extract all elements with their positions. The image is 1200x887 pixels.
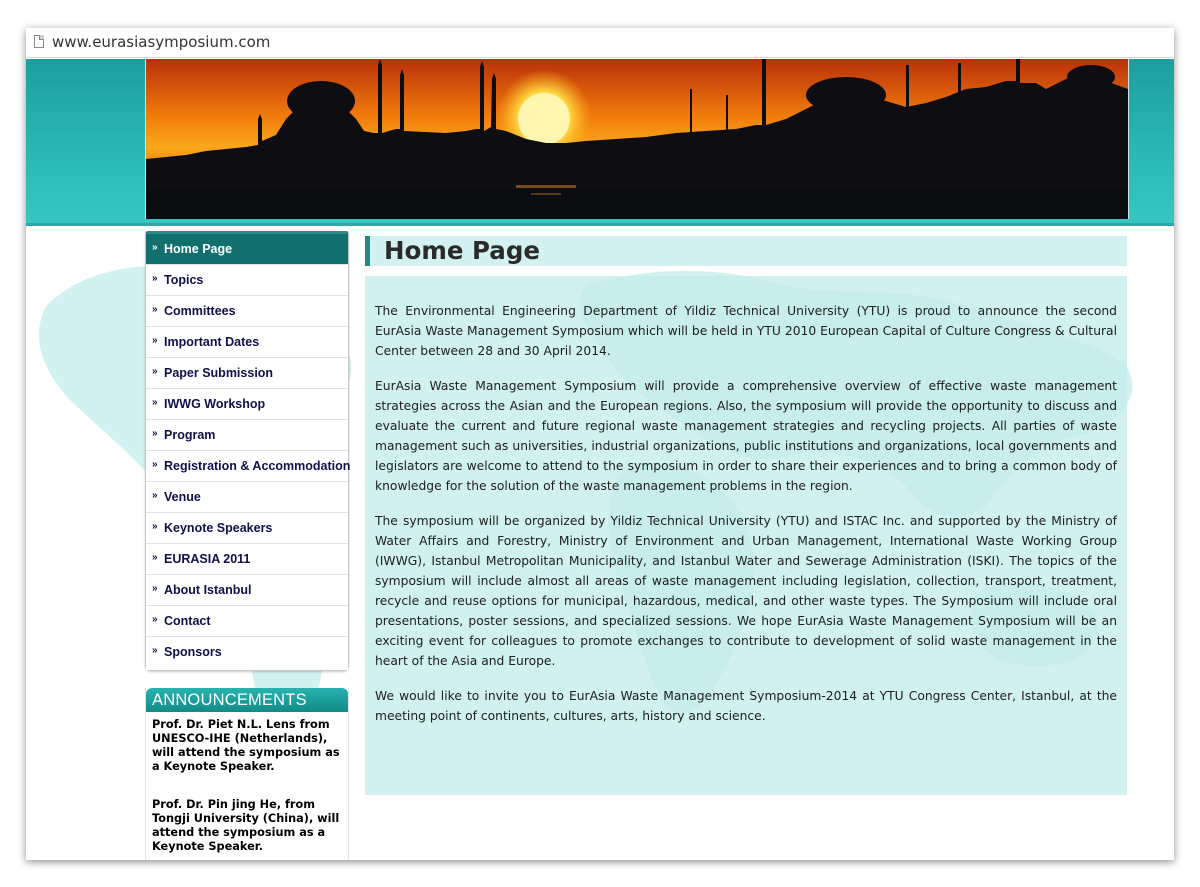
announcements-title: ANNOUNCEMENTS [146,688,348,712]
overview-paragraph: EurAsia Waste Management Symposium will provide a comprehensive overview of effective waste management strategies across the Asian and the European regions. Also, the symposium will provide the opportunity to discuss and evaluate the current and future regional waste management strategies and recycling projects. All parties of waste management such as universities, industrial organizations, public institutions and organizations, local governments and legislators are welcome to attend to the symposium in order to share their experiences and to bring a common body of knowledge for the solution of the waste management problems in the region. [375,379,1117,493]
chevron-right-icon: » [152,552,158,563]
browser-window [26,28,1174,860]
menu-item-iwwg-workshop[interactable]: » IWWG Workshop [146,389,348,420]
menu-item-paper-submission[interactable]: » Paper Submission [146,358,348,389]
menu-item-topics[interactable]: » Topics [146,265,348,296]
menu-item-eurasia-2011[interactable]: » EURASIA 2011 [146,544,348,575]
page-title: Home Page [384,236,540,265]
menu-item-contact[interactable]: » Contact [146,606,348,637]
chevron-right-icon: » [152,273,158,284]
chevron-right-icon: » [152,490,158,501]
chevron-right-icon: » [152,304,158,315]
chevron-right-icon: » [152,645,158,656]
menu-item-sponsors[interactable]: » Sponsors [146,637,348,670]
istanbul-sunset-skyline-icon [146,59,1128,219]
menu-item-important-dates[interactable]: » Important Dates [146,327,348,358]
menu-item-registration-accommodation[interactable]: » Registration & Accommodation [146,451,348,482]
chevron-right-icon: » [152,521,158,532]
menu-item-venue[interactable]: » Venue [146,482,348,513]
chevron-right-icon: » [152,335,158,346]
page-title-bar [365,236,1127,266]
chevron-right-icon: » [152,366,158,377]
menu-item-program[interactable]: » Program [146,420,348,451]
announcements-panel [145,688,349,860]
title-accent [365,236,370,266]
announcement-item: Prof. Dr. Pin jing He, from Tongji University (China), will attend the symposium as a Keynote Speaker. [152,798,340,853]
announcement-item: Prof. Dr. Piet N.L. Lens from UNESCO-IHE (Netherlands), will attend the symposium as a Keynote Speaker. [152,718,340,773]
chevron-right-icon: » [152,242,158,253]
invitation-paragraph: We would like to invite you to EurAsia Waste Management Symposium-2014 at YTU Congress Center, Istanbul, at the meeting point of continents, cultures, arts, history and science. [375,689,1117,723]
organization-paragraph: The symposium will be organized by Yildiz Technical University (YTU) and ISTAC Inc. and supported by the Ministry of Water Affairs and Forestry, Ministry of Environment and Urban Management, International Waste Working Group (IWWG), Istanbul Metropolitan Municipality, and Istanbul Water and Sewerage Administration (ISKI). The topics of the symposium will include almost all areas of waste management including legislation, collection, transport, treatment, recycle and reuse options for municipal, hazardous, medical, and other waste types. The Symposium will include oral presentations, poster sessions, and specialized sessions. We hope EurAsia Waste Management Symposium will be an exciting event for colleagues to promote exchanges to contribute to development of solid waste management in the heart of the Asia and Europe. [375,514,1117,668]
chevron-right-icon: » [152,614,158,625]
address-bar[interactable] [26,28,1174,58]
sidebar-menu [145,231,349,671]
intro-paragraph: The Environmental Engineering Department of Yildiz Technical University (YTU) is proud to announce the second EurAsia Waste Management Symposium which will be held in YTU 2010 European Capital of Culture Congress & Cultural Center between 28 and 30 April 2014. [375,304,1117,358]
main-text-panel [365,276,1127,795]
url-text[interactable]: www.eurasiasymposium.com [52,33,271,51]
content-area [26,226,1174,860]
chevron-right-icon: » [152,428,158,439]
chevron-right-icon: » [152,459,158,470]
menu-item-committees[interactable]: » Committees [146,296,348,327]
banner-image [145,59,1129,219]
menu-item-keynote-speakers[interactable]: » Keynote Speakers [146,513,348,544]
chevron-right-icon: » [152,583,158,594]
menu-item-home-page[interactable]: » Home Page [146,234,348,265]
page-icon [34,35,44,48]
chevron-right-icon: » [152,397,158,408]
menu-item-about-istanbul[interactable]: » About Istanbul [146,575,348,606]
